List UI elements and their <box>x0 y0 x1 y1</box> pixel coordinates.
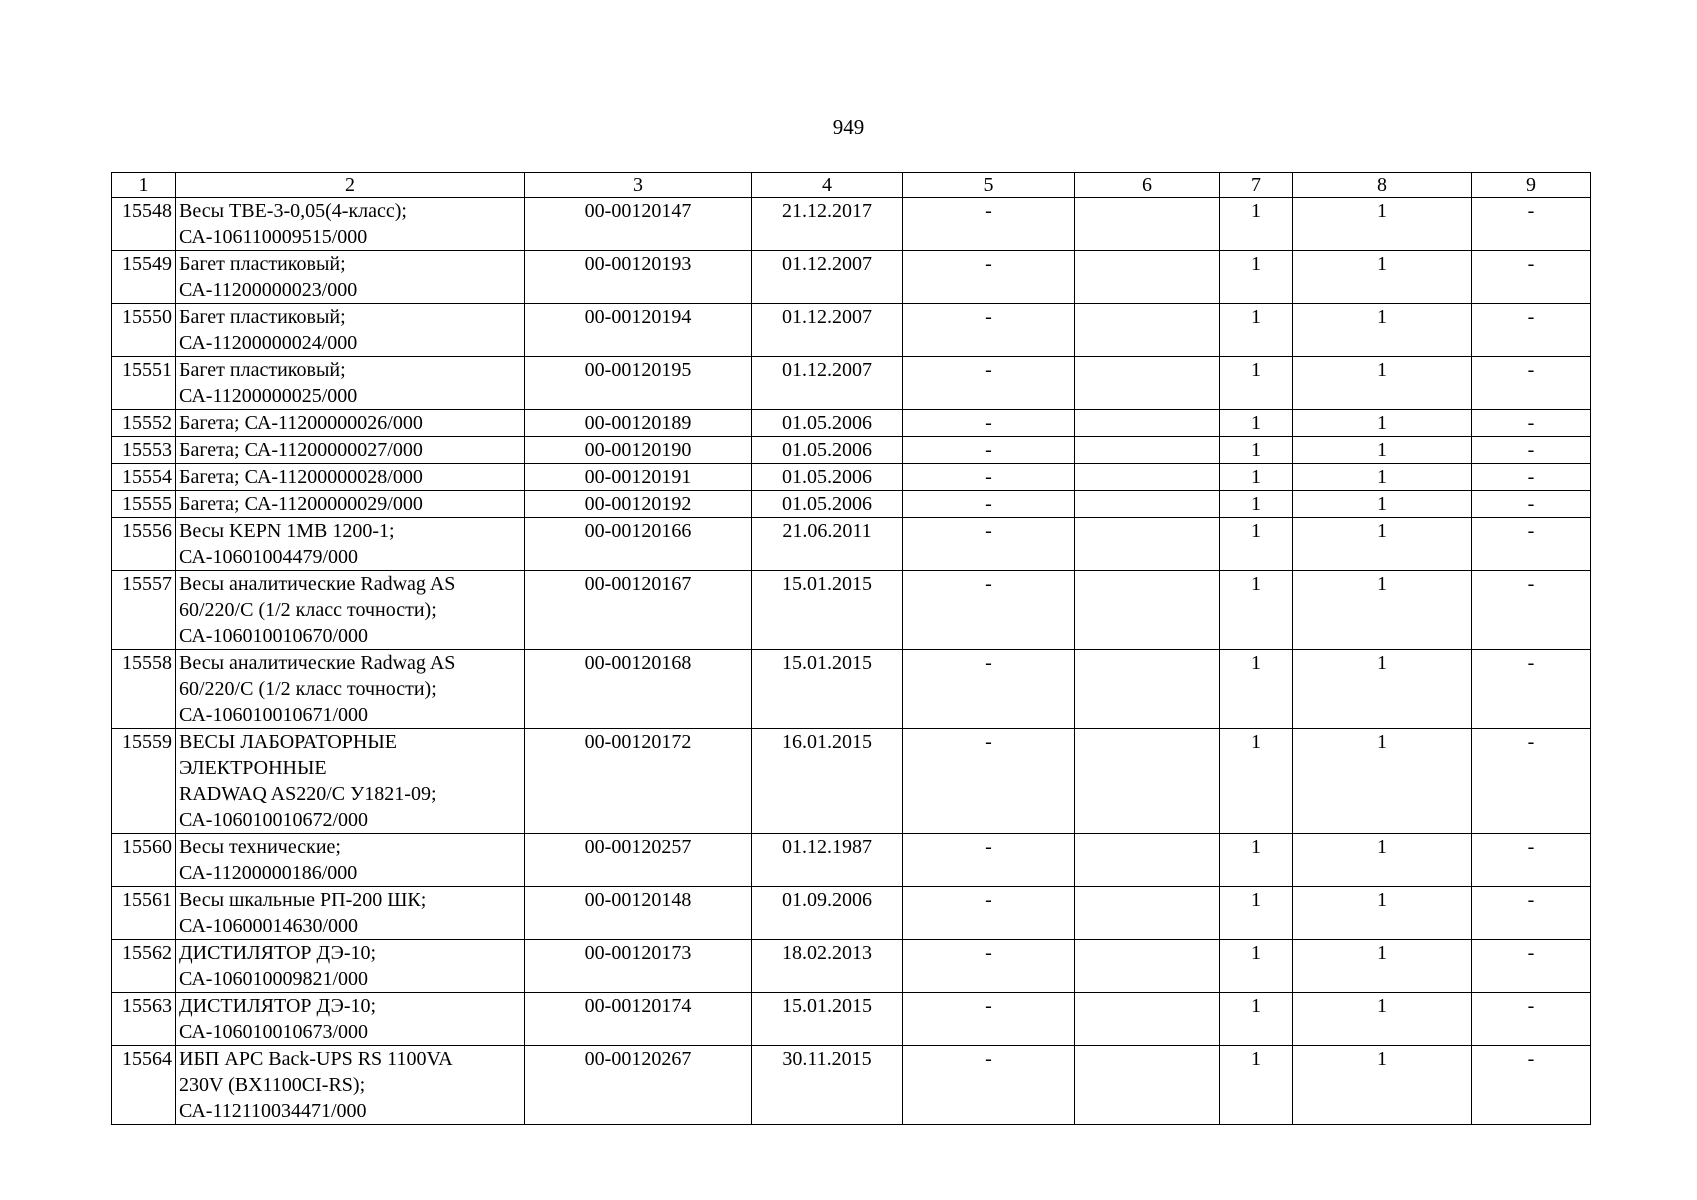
item-description: ДИСТИЛЯТОР ДЭ-10; СА-106010009821/000 <box>176 940 525 993</box>
cell-column-8: 1 <box>1293 993 1472 1046</box>
cell-column-8: 1 <box>1293 518 1472 571</box>
inventory-code: 00-00120167 <box>525 571 752 650</box>
row-number: 15563 <box>112 993 176 1046</box>
inventory-code: 00-00120173 <box>525 940 752 993</box>
acquisition-date: 01.05.2006 <box>752 410 903 437</box>
item-description: Весы аналитические Radwag AS 60/220/C (1/2 класс точности); СА-106010010671/000 <box>176 650 525 729</box>
cell-column-5: - <box>903 571 1075 650</box>
cell-column-9: - <box>1472 357 1591 410</box>
cell-column-5: - <box>903 729 1075 834</box>
table-row <box>112 464 1591 491</box>
inventory-code: 00-00120147 <box>525 198 752 251</box>
cell-column-6 <box>1075 304 1220 357</box>
cell-column-7: 1 <box>1220 993 1293 1046</box>
inventory-code: 00-00120194 <box>525 304 752 357</box>
cell-column-8: 1 <box>1293 729 1472 834</box>
cell-column-7: 1 <box>1220 834 1293 887</box>
cell-column-9: - <box>1472 940 1591 993</box>
cell-column-6 <box>1075 491 1220 518</box>
cell-column-6 <box>1075 357 1220 410</box>
column-header: 2 <box>176 173 525 198</box>
cell-column-5: - <box>903 887 1075 940</box>
item-description: Багет пластиковый; СА-11200000024/000 <box>176 304 525 357</box>
cell-column-6 <box>1075 251 1220 304</box>
inventory-code: 00-00120257 <box>525 834 752 887</box>
row-number: 15552 <box>112 410 176 437</box>
table-row <box>112 304 1591 357</box>
inventory-code: 00-00120195 <box>525 357 752 410</box>
column-header: 1 <box>112 173 176 198</box>
cell-column-9: - <box>1472 464 1591 491</box>
table-row <box>112 834 1591 887</box>
table-row <box>112 251 1591 304</box>
cell-column-6 <box>1075 993 1220 1046</box>
acquisition-date: 01.12.2007 <box>752 304 903 357</box>
cell-column-8: 1 <box>1293 304 1472 357</box>
inventory-code: 00-00120172 <box>525 729 752 834</box>
row-number: 15555 <box>112 491 176 518</box>
inventory-table <box>111 172 1591 1125</box>
row-number: 15559 <box>112 729 176 834</box>
inventory-code: 00-00120168 <box>525 650 752 729</box>
row-number: 15564 <box>112 1046 176 1125</box>
row-number: 15551 <box>112 357 176 410</box>
table-row <box>112 940 1591 993</box>
cell-column-7: 1 <box>1220 887 1293 940</box>
acquisition-date: 01.05.2006 <box>752 491 903 518</box>
cell-column-5: - <box>903 940 1075 993</box>
table-row <box>112 887 1591 940</box>
cell-column-7: 1 <box>1220 410 1293 437</box>
acquisition-date: 21.12.2017 <box>752 198 903 251</box>
item-description: Весы ТВЕ-3-0,05(4-класс); СА-106110009515/000 <box>176 198 525 251</box>
acquisition-date: 01.12.1987 <box>752 834 903 887</box>
cell-column-8: 1 <box>1293 357 1472 410</box>
item-description: Весы технические; СА-11200000186/000 <box>176 834 525 887</box>
cell-column-6 <box>1075 729 1220 834</box>
acquisition-date: 01.05.2006 <box>752 437 903 464</box>
item-description: Весы KEPN 1MB 1200-1; СА-10601004479/000 <box>176 518 525 571</box>
table-row <box>112 729 1591 834</box>
item-description: Весы аналитические Radwag AS 60/220/C (1/2 класс точности); СА-106010010670/000 <box>176 571 525 650</box>
inventory-code: 00-00120267 <box>525 1046 752 1125</box>
cell-column-7: 1 <box>1220 198 1293 251</box>
cell-column-8: 1 <box>1293 410 1472 437</box>
row-number: 15549 <box>112 251 176 304</box>
cell-column-5: - <box>903 491 1075 518</box>
inventory-code: 00-00120174 <box>525 993 752 1046</box>
cell-column-6 <box>1075 410 1220 437</box>
cell-column-7: 1 <box>1220 571 1293 650</box>
cell-column-5: - <box>903 251 1075 304</box>
cell-column-7: 1 <box>1220 464 1293 491</box>
row-number: 15556 <box>112 518 176 571</box>
cell-column-8: 1 <box>1293 834 1472 887</box>
item-description: ИБП APC Back-UPS RS 1100VA 230V (BX1100CI-RS); СА-112110034471/000 <box>176 1046 525 1125</box>
cell-column-5: - <box>903 410 1075 437</box>
cell-column-9: - <box>1472 834 1591 887</box>
acquisition-date: 30.11.2015 <box>752 1046 903 1125</box>
cell-column-5: - <box>903 1046 1075 1125</box>
cell-column-9: - <box>1472 304 1591 357</box>
item-description: Багета; СА-11200000029/000 <box>176 491 525 518</box>
cell-column-5: - <box>903 437 1075 464</box>
item-description: Багета; СА-11200000027/000 <box>176 437 525 464</box>
item-description: ВЕСЫ ЛАБОРАТОРНЫЕ ЭЛЕКТРОННЫЕ RADWAQ AS220/C У1821-09; СА-106010010672/000 <box>176 729 525 834</box>
cell-column-8: 1 <box>1293 464 1472 491</box>
cell-column-8: 1 <box>1293 437 1472 464</box>
cell-column-8: 1 <box>1293 198 1472 251</box>
column-header: 9 <box>1472 173 1591 198</box>
table-row <box>112 410 1591 437</box>
row-number: 15562 <box>112 940 176 993</box>
cell-column-9: - <box>1472 993 1591 1046</box>
acquisition-date: 01.05.2006 <box>752 464 903 491</box>
column-header: 6 <box>1075 173 1220 198</box>
cell-column-7: 1 <box>1220 729 1293 834</box>
row-number: 15558 <box>112 650 176 729</box>
acquisition-date: 01.12.2007 <box>752 251 903 304</box>
table-row <box>112 1046 1591 1125</box>
inventory-code: 00-00120189 <box>525 410 752 437</box>
row-number: 15557 <box>112 571 176 650</box>
item-description: Весы шкальные РП-200 ШК; СА-10600014630/000 <box>176 887 525 940</box>
inventory-code: 00-00120148 <box>525 887 752 940</box>
cell-column-5: - <box>903 650 1075 729</box>
cell-column-9: - <box>1472 518 1591 571</box>
item-description: ДИСТИЛЯТОР ДЭ-10; СА-106010010673/000 <box>176 993 525 1046</box>
cell-column-8: 1 <box>1293 1046 1472 1125</box>
item-description: Багета; СА-11200000028/000 <box>176 464 525 491</box>
table-row <box>112 357 1591 410</box>
cell-column-8: 1 <box>1293 251 1472 304</box>
row-number: 15561 <box>112 887 176 940</box>
inventory-code: 00-00120190 <box>525 437 752 464</box>
cell-column-7: 1 <box>1220 650 1293 729</box>
cell-column-6 <box>1075 464 1220 491</box>
row-number: 15554 <box>112 464 176 491</box>
cell-column-8: 1 <box>1293 940 1472 993</box>
cell-column-9: - <box>1472 437 1591 464</box>
acquisition-date: 15.01.2015 <box>752 993 903 1046</box>
cell-column-9: - <box>1472 887 1591 940</box>
row-number: 15560 <box>112 834 176 887</box>
cell-column-7: 1 <box>1220 518 1293 571</box>
cell-column-5: - <box>903 304 1075 357</box>
table-row <box>112 571 1591 650</box>
table-row <box>112 491 1591 518</box>
cell-column-8: 1 <box>1293 887 1472 940</box>
inventory-code: 00-00120166 <box>525 518 752 571</box>
cell-column-6 <box>1075 571 1220 650</box>
cell-column-5: - <box>903 993 1075 1046</box>
cell-column-9: - <box>1472 410 1591 437</box>
cell-column-9: - <box>1472 729 1591 834</box>
inventory-code: 00-00120193 <box>525 251 752 304</box>
cell-column-9: - <box>1472 251 1591 304</box>
column-header: 5 <box>903 173 1075 198</box>
cell-column-6 <box>1075 198 1220 251</box>
cell-column-6 <box>1075 887 1220 940</box>
cell-column-8: 1 <box>1293 650 1472 729</box>
cell-column-7: 1 <box>1220 437 1293 464</box>
cell-column-8: 1 <box>1293 491 1472 518</box>
item-description: Багета; СА-11200000026/000 <box>176 410 525 437</box>
cell-column-7: 1 <box>1220 357 1293 410</box>
header-row <box>112 173 1591 198</box>
cell-column-6 <box>1075 834 1220 887</box>
acquisition-date: 21.06.2011 <box>752 518 903 571</box>
cell-column-8: 1 <box>1293 571 1472 650</box>
acquisition-date: 01.09.2006 <box>752 887 903 940</box>
table-row <box>112 518 1591 571</box>
cell-column-6 <box>1075 940 1220 993</box>
cell-column-7: 1 <box>1220 251 1293 304</box>
acquisition-date: 15.01.2015 <box>752 650 903 729</box>
cell-column-7: 1 <box>1220 940 1293 993</box>
row-number: 15548 <box>112 198 176 251</box>
cell-column-5: - <box>903 357 1075 410</box>
cell-column-9: - <box>1472 650 1591 729</box>
acquisition-date: 01.12.2007 <box>752 357 903 410</box>
cell-column-6 <box>1075 518 1220 571</box>
row-number: 15553 <box>112 437 176 464</box>
table-row <box>112 650 1591 729</box>
column-header: 7 <box>1220 173 1293 198</box>
cell-column-5: - <box>903 518 1075 571</box>
page-number: 949 <box>832 115 865 139</box>
cell-column-7: 1 <box>1220 1046 1293 1125</box>
cell-column-5: - <box>903 834 1075 887</box>
cell-column-7: 1 <box>1220 491 1293 518</box>
cell-column-9: - <box>1472 571 1591 650</box>
cell-column-7: 1 <box>1220 304 1293 357</box>
acquisition-date: 15.01.2015 <box>752 571 903 650</box>
cell-column-9: - <box>1472 491 1591 518</box>
column-header: 4 <box>752 173 903 198</box>
cell-column-6 <box>1075 1046 1220 1125</box>
table-row <box>112 437 1591 464</box>
column-header: 3 <box>525 173 752 198</box>
column-header: 8 <box>1293 173 1472 198</box>
cell-column-9: - <box>1472 198 1591 251</box>
table-row <box>112 993 1591 1046</box>
cell-column-6 <box>1075 437 1220 464</box>
cell-column-5: - <box>903 464 1075 491</box>
acquisition-date: 18.02.2013 <box>752 940 903 993</box>
cell-column-6 <box>1075 650 1220 729</box>
inventory-code: 00-00120192 <box>525 491 752 518</box>
inventory-code: 00-00120191 <box>525 464 752 491</box>
item-description: Багет пластиковый; СА-11200000023/000 <box>176 251 525 304</box>
row-number: 15550 <box>112 304 176 357</box>
acquisition-date: 16.01.2015 <box>752 729 903 834</box>
table-row <box>112 198 1591 251</box>
cell-column-5: - <box>903 198 1075 251</box>
cell-column-9: - <box>1472 1046 1591 1125</box>
item-description: Багет пластиковый; СА-11200000025/000 <box>176 357 525 410</box>
